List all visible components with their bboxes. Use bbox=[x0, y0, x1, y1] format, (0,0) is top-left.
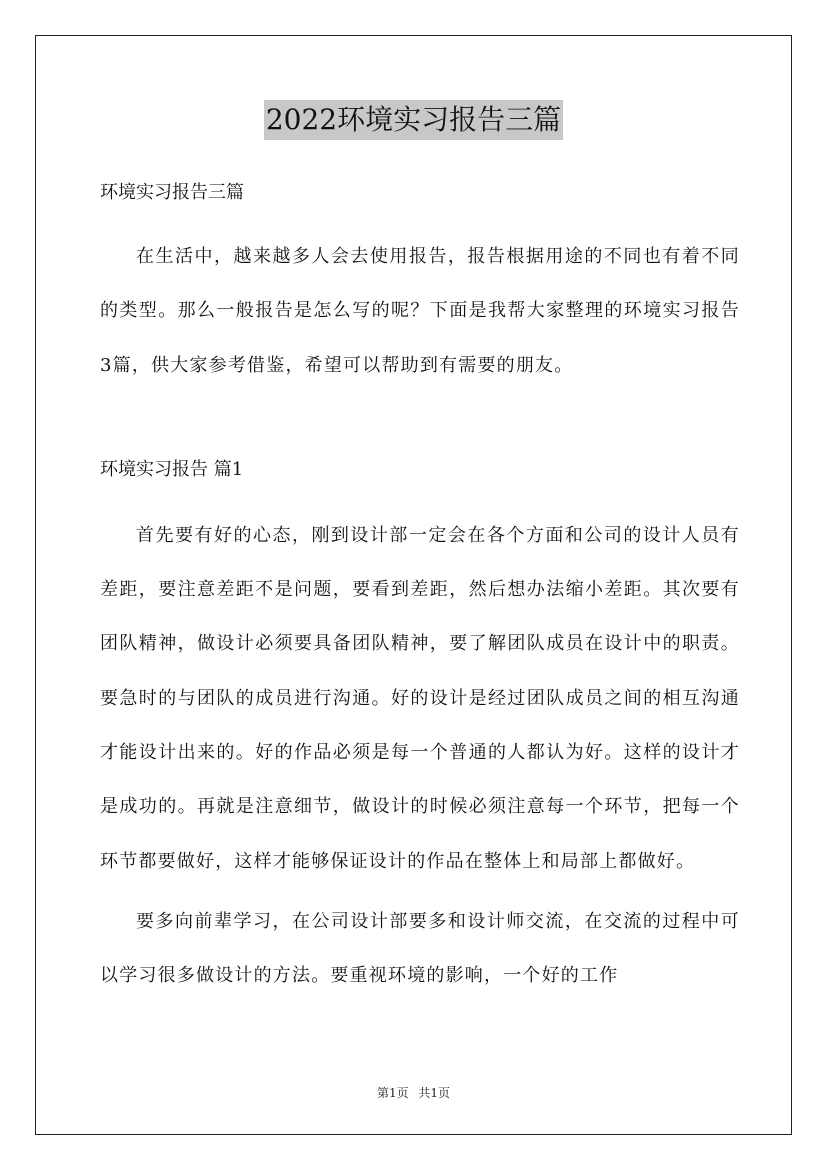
title-wrap bbox=[0, 100, 827, 140]
spacer bbox=[100, 210, 740, 230]
page-number: 第1页 bbox=[376, 1086, 409, 1100]
document-title: 2022环境实习报告三篇 bbox=[264, 100, 563, 140]
total-pages: 共1页 bbox=[418, 1086, 451, 1100]
body-paragraph-1: 首先要有好的心态，刚到设计部一定会在各个方面和公司的设计人员有差距，要注意差距不是问题，要看到差距，然后想办法缩小差距。其次要有团队精神，做设计必须要具备团队精神，要了解团队成员在设计中的职责。要急时的与团队的成员进行沟通。好的设计是经过团队成员之间的相互沟通才能设计出来的。好的作品必须是每一个普通的人都认为好。这样的设计才是成功的。再就是注意细节，做设计的时候必须注意每一个环节，把每一个环节都要做好，这样才能够保证设计的作品在整体上和局部上都做好。 bbox=[100, 524, 740, 872]
section-heading: 环境实习报告 篇1 bbox=[100, 458, 244, 480]
document-body bbox=[100, 176, 740, 1004]
intro-paragraph: 在生活中，越来越多人会去使用报告，报告根据用途的不同也有着不同的类型。那么一般报告是怎么写的呢？下面是我帮大家整理的环境实习报告3篇，供大家参考借鉴，希望可以帮助到有需要的朋友。 bbox=[100, 246, 740, 376]
spacer bbox=[100, 393, 740, 453]
spacer bbox=[100, 487, 740, 509]
page-footer bbox=[0, 1084, 827, 1101]
body-paragraph-2: 要多向前辈学习，在公司设计部要多和设计师交流，在交流的过程中可以学习很多做设计的方法。要重视环境的影响，一个好的工作 bbox=[100, 910, 740, 987]
document-subtitle: 环境实习报告三篇 bbox=[100, 182, 244, 203]
